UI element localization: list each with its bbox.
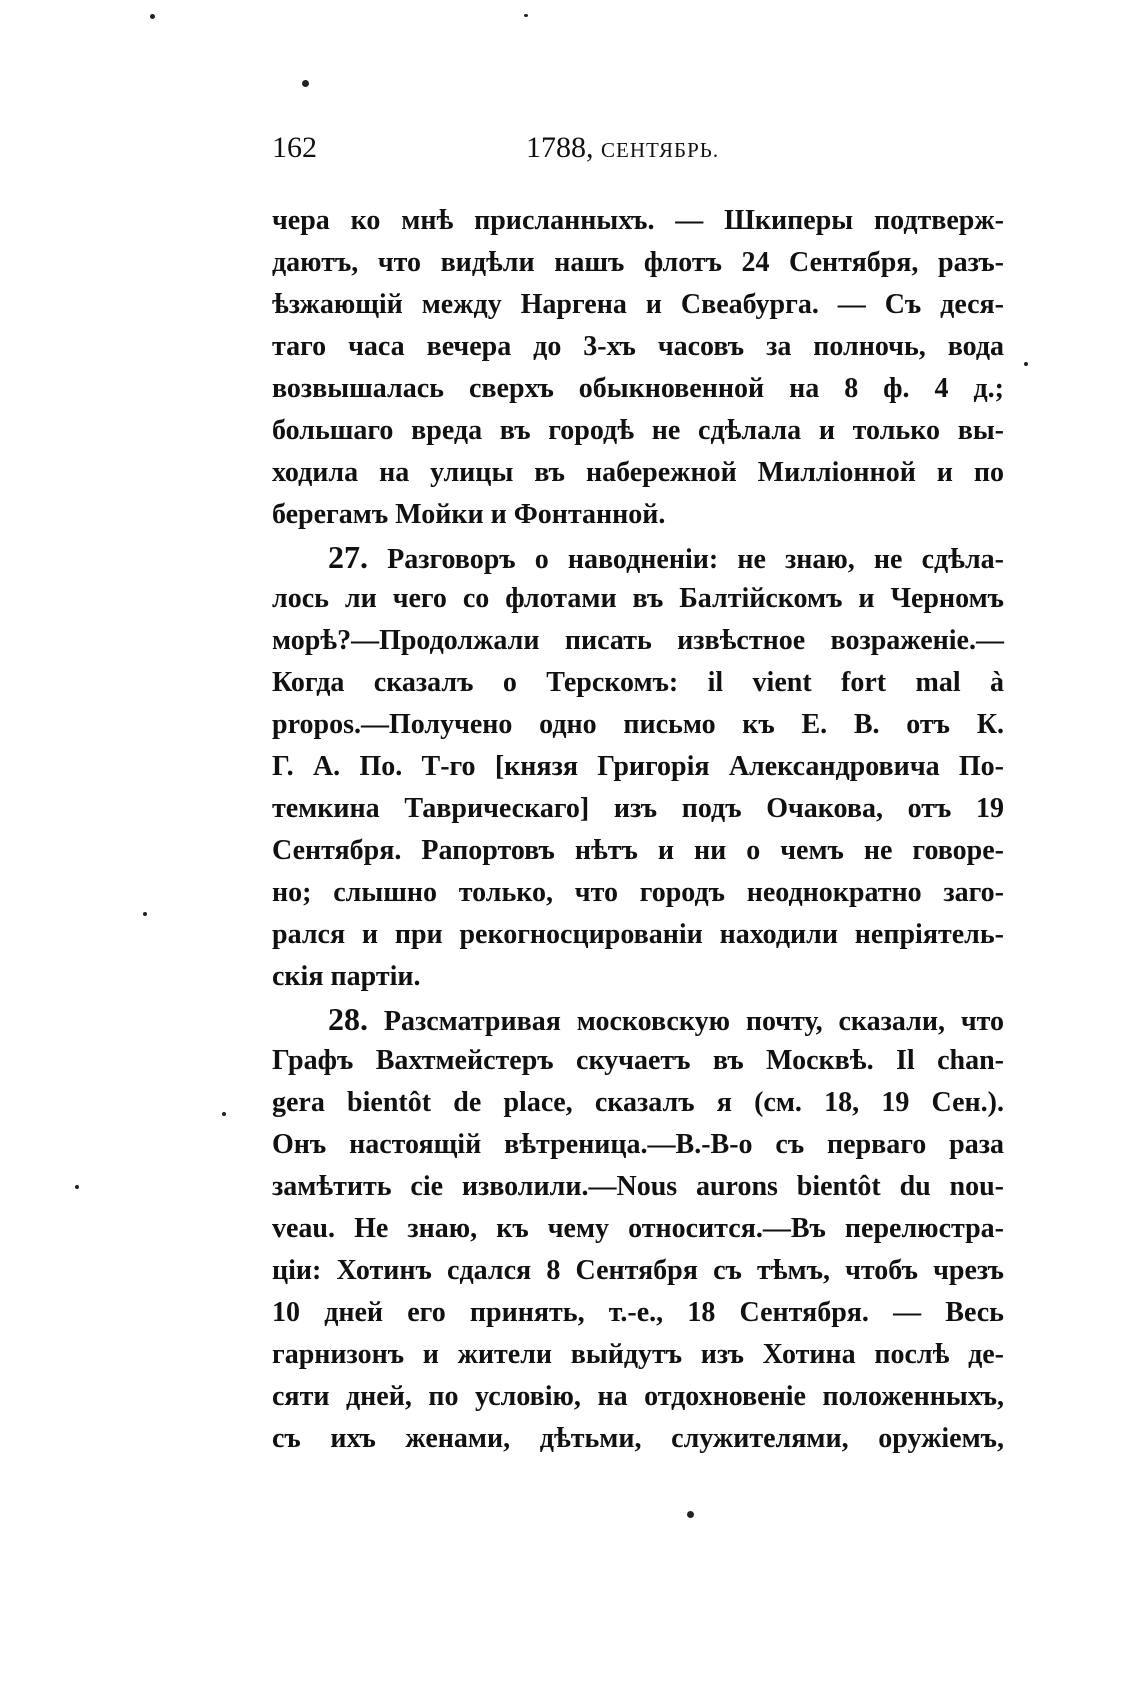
body-text — [272, 200, 1004, 1460]
text-line: таго часа вечера до 3-хъ часовъ за полночь, вода — [272, 331, 1004, 362]
scan-speck — [524, 14, 528, 17]
text-line: сяти дней, по условію, на отдохновеніе положенныхъ, — [272, 1381, 1004, 1412]
scan-speck — [302, 80, 309, 87]
text-line: скія партіи. — [272, 961, 421, 992]
text-line: gera bientôt de place, сказалъ я (см. 18, 19 Сен.). — [272, 1087, 1004, 1118]
text-line: рался и при рекогносцированіи находили непріятель- — [272, 919, 1004, 950]
text-line: ціи: Хотинъ сдался 8 Сентября съ тѣмъ, чтобъ чрезъ — [272, 1255, 1004, 1286]
scan-speck — [1024, 362, 1028, 366]
text-line: Онъ настоящій вѣтреница.—В.-В-о съ перваго раза — [272, 1129, 1004, 1160]
text-line: темкина Таврическаго] изъ подъ Очакова, отъ 19 — [272, 793, 1004, 824]
scan-speck — [150, 14, 155, 19]
text-line: Когда сказалъ о Терскомъ: il vient fort mal à — [272, 667, 1004, 698]
text-line: Сентября. Рапортовъ нѣтъ и ни о чемъ не говоре- — [272, 835, 1004, 866]
text-line: лось ли чего со флотами въ Балтійскомъ и Черномъ — [272, 583, 1004, 614]
entry-27-first-line — [272, 536, 1004, 578]
text-line: Разговоръ о наводненіи: не знаю, не сдѣла- — [387, 544, 1005, 575]
scan-speck — [75, 1185, 79, 1189]
scan-speck — [687, 1511, 694, 1518]
running-head — [526, 128, 719, 170]
text-line: берегамъ Мойки и Фонтанной. — [272, 499, 666, 530]
scan-speck — [222, 1112, 226, 1116]
text-line: гарнизонъ и жители выйдутъ изъ Хотина послѣ де- — [272, 1339, 1004, 1370]
header-month: СЕНТЯБРЬ. — [601, 138, 720, 162]
text-line: Разсматривая московскую почту, сказали, что — [383, 1006, 1005, 1037]
text-line: Г. А. По. Т-го [князя Григорія Александровича По- — [272, 751, 1004, 782]
header-year: 1788, — [526, 131, 594, 164]
text-line: морѣ?—Продолжали писать извѣстное возраженіе.— — [272, 625, 1004, 656]
text-line: съ ихъ женами, дѣтьми, служителями, оружіемъ, — [272, 1423, 1004, 1454]
text-line: veau. Не знаю, къ чему относится.—Въ перелюстра- — [272, 1213, 1004, 1244]
text-line: 10 дней его принять, т.-е., 18 Сентября. — Весь — [272, 1297, 1004, 1328]
entry-28-first-line — [272, 998, 1004, 1040]
text-line: но; слышно только, что городъ неоднократно заго- — [272, 877, 1004, 908]
text-line: Графъ Вахтмейстеръ скучаетъ въ Москвѣ. Il chan- — [272, 1045, 1004, 1076]
text-line: возвышалась сверхъ обыкновенной на 8 ф. 4 д.; — [272, 373, 1004, 404]
text-line: ходила на улицы въ набережной Милліонной и по — [272, 457, 1004, 488]
text-line: propos.—Получено одно письмо къ Е. В. отъ К. — [272, 709, 1004, 740]
scan-speck — [143, 912, 147, 916]
text-line: ѣзжающій между Наргена и Свеабурга. — Съ деся- — [272, 289, 1004, 320]
text-line: большаго вреда въ городѣ не сдѣлала и только вы- — [272, 415, 1004, 446]
page-header — [272, 128, 1004, 168]
text-line: замѣтить сіе изволили.—Nous aurons bientôt du nou- — [272, 1171, 1004, 1202]
text-line: чера ко мнѣ присланныхъ. — Шкиперы подтверж- — [272, 205, 1004, 236]
entry-number-28: 28. — [328, 1001, 368, 1037]
text-line: даютъ, что видѣли нашъ флотъ 24 Сентября, разъ- — [272, 247, 1004, 278]
entry-number-27: 27. — [328, 539, 368, 575]
page-number: 162 — [272, 131, 317, 164]
